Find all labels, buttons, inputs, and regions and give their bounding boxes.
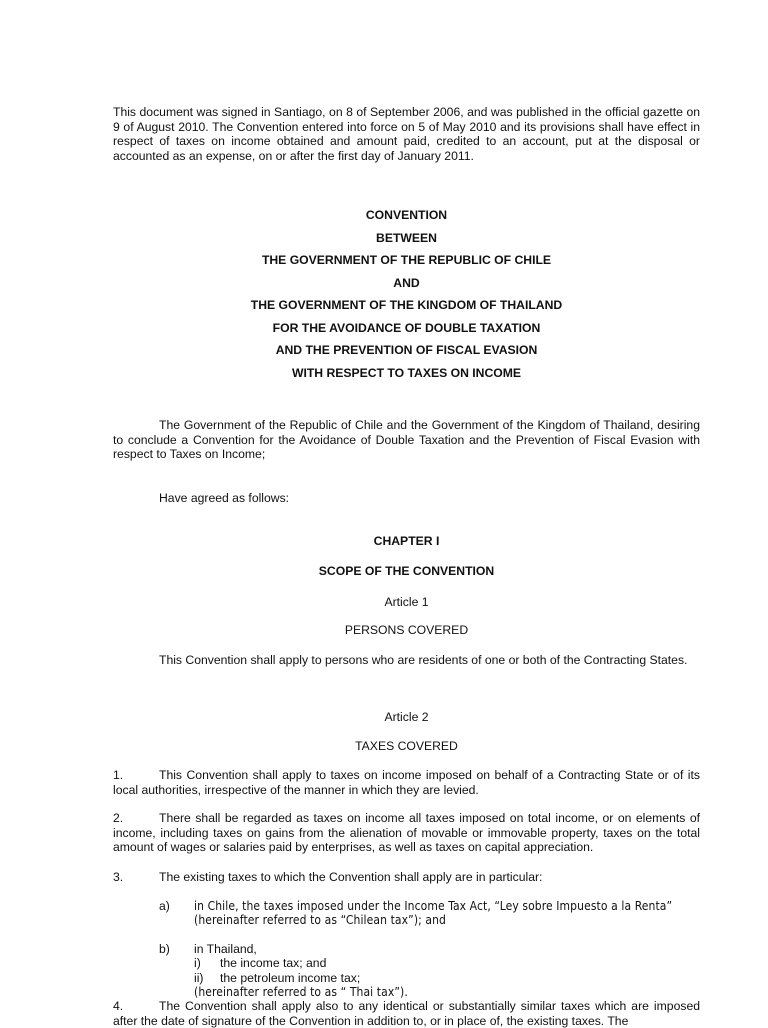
article-2-paragraph-1 bbox=[113, 768, 700, 797]
paragraph-number: 2. bbox=[113, 811, 124, 825]
item-b-ii-label: ii) bbox=[194, 971, 204, 985]
item-a-label: a) bbox=[159, 899, 170, 913]
article-1-text: This Convention shall apply to persons who are residents of one or both of the Contracting States. bbox=[159, 653, 688, 667]
paragraph-text: There shall be regarded as taxes on income all taxes imposed on total income, or on elements of income, including taxes on gains from the alienation of movable or immovable property, taxes on the total amount of wages or salaries paid by enterprises, as well as taxes on capital appreciation. bbox=[113, 811, 700, 855]
paragraph-text: The existing taxes to which the Convention shall apply are in particular: bbox=[159, 870, 543, 884]
article-2-paragraph-3 bbox=[113, 870, 700, 885]
item-b-label: b) bbox=[159, 942, 170, 956]
title-line-3: THE GOVERNMENT OF THE REPUBLIC OF CHILE bbox=[261, 253, 552, 267]
intro-paragraph: This document was signed in Santiago, on 8 of September 2006, and was published in the official gazette on 9 of August 2010. The Convention entered into force on 5 of May 2010 and its provisions shall have effect in respect of taxes on income obtained and amount paid, credited to an account, put at the disposal or accounted as an expense, on or after the first day of January 2011. bbox=[113, 105, 700, 163]
title-line-6: FOR THE AVOIDANCE OF DOUBLE TAXATION bbox=[272, 321, 541, 335]
article-2-paragraph-2 bbox=[113, 811, 700, 855]
item-a-line-2: (hereinafter referred to as “Chilean tax”); and bbox=[194, 913, 447, 927]
item-b-line-1: in Thailand, bbox=[194, 942, 257, 956]
agreed-line: Have agreed as follows: bbox=[159, 491, 290, 505]
article-1-title: PERSONS COVERED bbox=[344, 623, 469, 637]
article-2-title: TAXES COVERED bbox=[355, 739, 458, 753]
preamble-paragraph: The Government of the Republic of Chile and the Government of the Kingdom of Thailand, desiring to conclude a Convention for the Avoidance of Double Taxation and the Prevention of Fiscal Evasion with respect to Taxes on Income; bbox=[113, 418, 700, 462]
paragraph-number: 1. bbox=[113, 768, 124, 782]
title-line-7: AND THE PREVENTION OF FISCAL EVASION bbox=[275, 343, 538, 357]
title-line-4: AND bbox=[393, 276, 420, 290]
item-b-line-4: (hereinafter referred to as “ Thai tax”). bbox=[194, 985, 408, 999]
item-a-line-1: in Chile, the taxes imposed under the Income Tax Act, “Ley sobre Impuesto a la Renta” bbox=[194, 899, 673, 913]
title-line-2: BETWEEN bbox=[376, 231, 437, 245]
paragraph-text: The Convention shall apply also to any identical or substantially similar taxes which are imposed after the date of signature of the Convention in addition to, or in place of, the existing taxes. The bbox=[113, 999, 700, 1028]
article-1-number: Article 1 bbox=[384, 595, 429, 609]
chapter-number: CHAPTER I bbox=[373, 534, 440, 548]
chapter-title: SCOPE OF THE CONVENTION bbox=[318, 564, 495, 578]
item-b-i-label: i) bbox=[194, 956, 201, 970]
paragraph-number: 3. bbox=[113, 870, 124, 884]
article-2-number: Article 2 bbox=[384, 710, 429, 724]
paragraph-number: 4. bbox=[113, 999, 124, 1013]
item-b-ii-text: the petroleum income tax; bbox=[220, 971, 361, 985]
title-line-1: CONVENTION bbox=[365, 208, 448, 222]
title-line-8: WITH RESPECT TO TAXES ON INCOME bbox=[291, 366, 522, 380]
title-line-5: THE GOVERNMENT OF THE KINGDOM OF THAILAND bbox=[250, 298, 563, 312]
item-b-i-text: the income tax; and bbox=[220, 956, 327, 970]
paragraph-text: This Convention shall apply to taxes on income imposed on behalf of a Contracting State or of its local authorities, irrespective of the manner in which they are levied. bbox=[113, 768, 700, 797]
